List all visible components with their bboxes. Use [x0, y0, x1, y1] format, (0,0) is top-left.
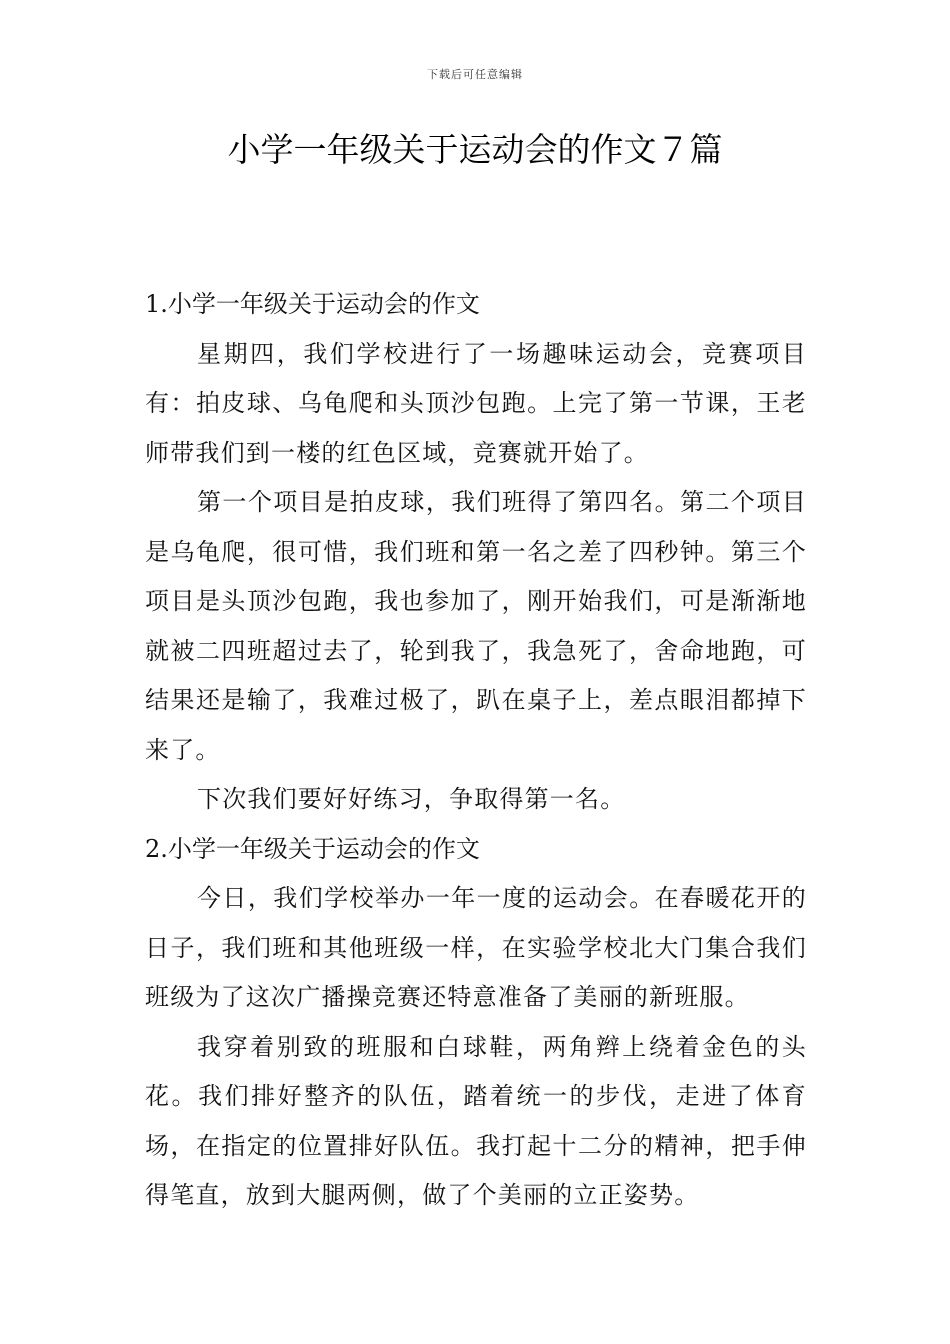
paragraph: 今日，我们学校举办一年一度的运动会。在春暖花开的日子，我们班和其他班级一样，在实验学校北大门集合我们班级为了这次广播操竞赛还特意准备了美丽的新班服。 [145, 884, 807, 1011]
paragraph: 星期四，我们学校进行了一场趣味运动会，竞赛项目有：拍皮球、乌龟爬和头顶沙包跑。上完了第一节课，王老师带我们到一楼的红色区域，竞赛就开始了。 [145, 339, 807, 467]
paragraph: 下次我们要好好练习，争取得第一名。 [197, 785, 626, 813]
section-heading: 2.小学一年级关于运动会的作文 [145, 834, 480, 863]
document-body [145, 280, 807, 1221]
document-title: 小学一年级关于运动会的作文７篇 [227, 130, 723, 169]
paragraph: 我穿着别致的班服和白球鞋，两角辫上绕着金色的头花。我们排好整齐的队伍，踏着统一的步伐，走进了体育场，在指定的位置排好队伍。我打起十二分的精神，把手伸得笔直，放到大腿两侧，做了个美丽的立正姿势。 [145, 1032, 807, 1209]
essay-section-2 [145, 825, 807, 1221]
section-heading: 1.小学一年级关于运动会的作文 [145, 290, 480, 318]
download-note: 下载后可任意编辑 [427, 68, 523, 81]
paragraph: 第一个项目是拍皮球，我们班得了第四名。第二个项目是乌龟爬，很可惜，我们班和第一名之差了四秒钟。第三个项目是头顶沙包跑，我也参加了，刚开始我们，可是渐渐地就被二四班超过去了，轮到我了，我急死了，舍命地跑，可结果还是输了，我难过极了，趴在桌子上，差点眼泪都掉下来了。 [145, 488, 807, 764]
essay-section-1 [145, 280, 807, 825]
